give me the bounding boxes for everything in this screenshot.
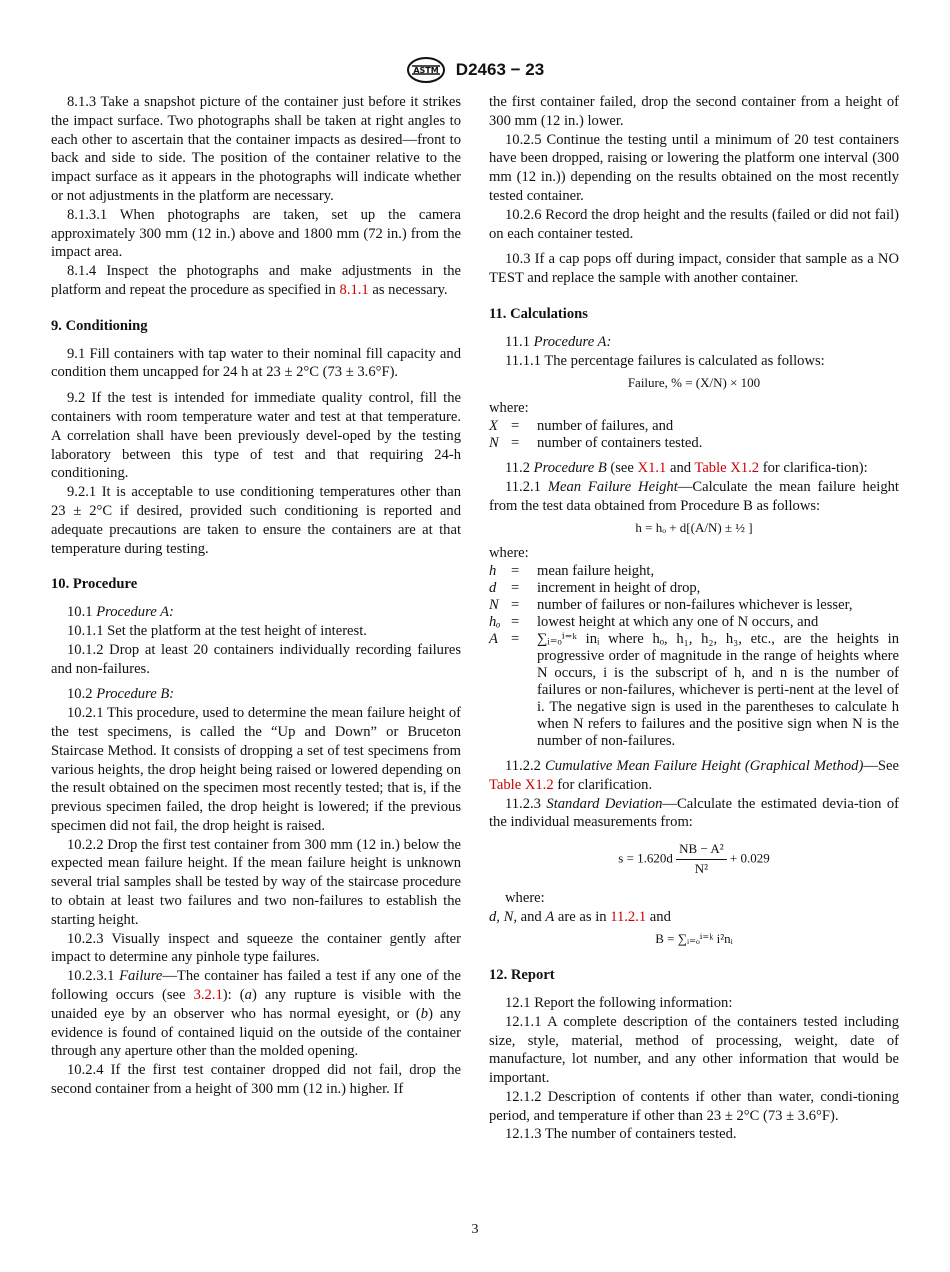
definition-row	[489, 597, 899, 614]
definition-eq: =	[511, 562, 520, 579]
para-10-2-1: 10.2.1 This procedure, used to determine the mean failure height of the test specimens, is called the “Up and Down” or Bruceton Staircase Method. It consists of dropping a set of test specimens from various heights, the drop height being raised or lowered depending on the result obtained on the specimen most recently tested; that is, if the previous specimen failed, the drop height is lowered; if the previous specimen did not fail, the drop height is raised.	[51, 705, 461, 834]
para-11-1: 11.1 Procedure A:	[505, 333, 612, 350]
ref-8-1-1-link[interactable]: 8.1.1	[339, 281, 369, 298]
equation-standard-deviation: s = 1.620d $\frac{\text{NB − A²}}{\text{N²}}$ + 0.029	[618, 841, 770, 876]
ref-table-x1-2-link[interactable]: Table X1.2	[489, 776, 554, 793]
heading-report: 12. Report	[489, 967, 555, 984]
astm-logo-icon	[406, 56, 446, 84]
heading-procedure: 10. Procedure	[51, 576, 138, 593]
para-10-2: 10.2 Procedure B:	[67, 686, 175, 703]
definition-sym: N	[489, 596, 499, 613]
equation-mean-failure-height: h = hₒ + d[(A/N) ± ½ ]	[635, 520, 753, 536]
definition-sym: d	[489, 579, 497, 596]
para-11-2: 11.2 Procedure B (see X1.1 and Table X1.2 for clarifica-tion):	[505, 459, 868, 476]
definition-eq: =	[511, 579, 520, 596]
ref-table-x1-2-link[interactable]: Table X1.2	[694, 459, 760, 476]
para-10-2-4-cont: the first container failed, drop the second container from a height of 300 mm (12 in.) lower.	[489, 94, 899, 129]
definition-sym: A	[489, 630, 498, 647]
para-10-2-6: 10.2.6 Record the drop height and the results (failed or did not fail) on each container tested.	[489, 206, 899, 242]
para-10-2-3: 10.2.3 Visually inspect and squeeze the container gently after impact to determine any pinhole type failures.	[51, 930, 461, 966]
para-10-3: 10.3 If a cap pops off during impact, consider that sample as a NO TEST and replace the sample with another container.	[489, 251, 899, 287]
definitions-table-1	[489, 418, 899, 452]
definition-eq: =	[511, 434, 520, 451]
para-11-1-1: 11.1.1 The percentage failures is calculated as follows:	[505, 352, 825, 369]
definition-desc: number of containers tested.	[537, 434, 703, 451]
definition-sym: N	[489, 434, 499, 451]
definition-eq: =	[511, 417, 520, 434]
ref-11-2-1-link[interactable]: 11.2.1	[610, 908, 647, 925]
para-10-2-5: 10.2.5 Continue the testing until a minimum of 20 test containers have been dropped, raising or lowering the platform one interval (300 mm (12 in.)) depending on the results obtained on the most recently tested container.	[489, 131, 899, 204]
where-label: where:	[505, 889, 545, 906]
para-10-2-4: 10.2.4 If the first test container dropped did not fail, drop the second container from a height of 300 mm (12 in.) higher. If	[51, 1062, 461, 1098]
definition-eq: =	[511, 630, 520, 647]
definition-desc: number of failures or non-failures whichever is lesser,	[537, 596, 853, 613]
definition-eq: =	[511, 596, 520, 613]
para-12-1: 12.1 Report the following information:	[505, 994, 733, 1011]
left-column	[51, 93, 461, 1099]
definition-desc: mean failure height,	[537, 562, 655, 579]
para-8-1-3-1: 8.1.3.1 When photographs are taken, set up the camera approximately 300 mm (12 in.) above and 1800 mm (72 in.) from the impact area.	[51, 206, 461, 261]
equation-failure-percent: Failure, % = (X/N) × 100	[627, 375, 761, 391]
where-label: where:	[489, 400, 529, 417]
definition-desc: number of failures, and	[537, 417, 674, 434]
page-number: 3	[471, 1222, 479, 1237]
definition-sym: hₒ	[489, 613, 501, 630]
para-12-1-1: 12.1.1 A complete description of the containers tested including size, style, material, method of processing, weight, date of manufacture, lot number, and any other information that would be important.	[489, 1013, 899, 1087]
right-column	[489, 93, 899, 1144]
para-12-1-2: 12.1.2 Description of contents if other than water, condi-tioning period, and temperature if other than 23 ± 2°C (73 ± 3.6°F).	[489, 1088, 899, 1124]
para-11-2-2: 11.2.2 Cumulative Mean Failure Height (Graphical Method)—See Table X1.2 for clarification.	[489, 757, 899, 793]
definition-desc: lowest height at which any one of N occurs, and	[537, 613, 819, 630]
definition-sym: X	[489, 417, 498, 434]
definition-row	[489, 614, 899, 631]
definition-row	[489, 631, 899, 750]
para-10-2-3-1: 10.2.3.1 Failure—The container has failed a test if any one of the following occurs (see 3.2.1): (a) any rupture is visible with the unaided eye by an observer who has normal eyesight, or (b) any evidence is found of contained liquid on the outside of the container through any aperture other than the molded opening.	[51, 968, 461, 1060]
ref-3-2-1-link[interactable]: 3.2.1	[193, 987, 223, 1004]
definition-row	[489, 418, 899, 435]
para-9-1: 9.1 Fill containers with tap water to their nominal fill capacity and condition them uncapped for 24 h at 23 ± 2°C (73 ± 3.6°F).	[51, 345, 461, 381]
para-8-1-4: 8.1.4 Inspect the photographs and make adjustments in the platform and repeat the procedure as specified in 8.1.1 as necessary.	[51, 263, 461, 298]
para-9-2-1: 9.2.1 It is acceptable to use conditioning temperatures other than 23 ± 2°C if desired, provided such conditioning is reported and adequate precautions are taken to ensure the containers are at that temperature during testing.	[51, 484, 461, 557]
para-10-1-1: 10.1.1 Set the platform at the test height of interest.	[67, 622, 367, 639]
heading-calculations: 11. Calculations	[489, 305, 588, 322]
document-code: D2463 − 23	[455, 60, 545, 79]
heading-conditioning: 9. Conditioning	[51, 317, 148, 334]
page-header	[0, 56, 950, 84]
definition-sym: h	[489, 562, 497, 579]
para-11-2-1: 11.2.1 Mean Failure Height—Calculate the mean failure height from the test data obtained from Procedure B as follows:	[489, 478, 899, 514]
definition-row	[489, 580, 899, 597]
para-9-2: 9.2 If the test is intended for immediate quality control, fill the containers with room temperature water and test at that temperature. A correlation shall have been previously devel-oped by the testing laboratory between this type of test and that requiring 24-h conditioning.	[51, 390, 461, 482]
svg-text:ASTM: ASTM	[413, 66, 439, 75]
definition-desc: ∑ᵢ₌ₒⁱ⁼ᵏ inᵢ where hₒ, h₁, h₂, h₃, etc., are the heights in progressive order of magnitude in the range of heights where N occurs, i is the subscript of h, and n is the number of failures or non-failures, whichever is perti-nent at the level of i. The negative sign is used in the parentheses to calculate h when N refers to failures and the positive sign when N is the number of non-failures.	[537, 630, 899, 749]
definition-desc: increment in height of drop,	[537, 579, 701, 596]
para-10-1-2: 10.1.2 Drop at least 20 containers individually recording failures and non-failures.	[51, 641, 461, 677]
where-label: where:	[489, 545, 529, 562]
para-d-n-a: d, N, and A are as in 11.2.1 and	[489, 908, 671, 925]
para-12-1-3: 12.1.3 The number of containers tested.	[505, 1126, 737, 1143]
equation-b: B = ∑ᵢ₌ₒⁱ⁼ᵏ i²nᵢ	[655, 931, 733, 947]
ref-x1-1-link[interactable]: X1.1	[637, 459, 667, 476]
definition-eq: =	[511, 613, 520, 630]
para-10-2-2: 10.2.2 Drop the first test container from 300 mm (12 in.) below the expected mean failure height. If the mean failure height is unknown several trial samples shall be tested by way of the staircase procedure to obtain at least two failures and two non-failures to establish the starting height.	[51, 836, 461, 928]
para-10-1: 10.1 Procedure A:	[67, 604, 174, 621]
para-11-2-3: 11.2.3 Standard Deviation—Calculate the estimated devia-tion of the individual measurements from:	[489, 795, 899, 831]
definitions-table-2	[489, 563, 899, 750]
definition-row	[489, 563, 899, 580]
para-8-1-3: 8.1.3 Take a snapshot picture of the container just before it strikes the impact surface. Two photographs shall be taken at right angles to each other to ascertain that the container impacts as desired—front to back and side to side. The position of the container relative to the impact surface as it appears in the photographs will indicate whether or not adjustments in the platform are necessary.	[51, 94, 461, 204]
definition-row	[489, 435, 899, 452]
